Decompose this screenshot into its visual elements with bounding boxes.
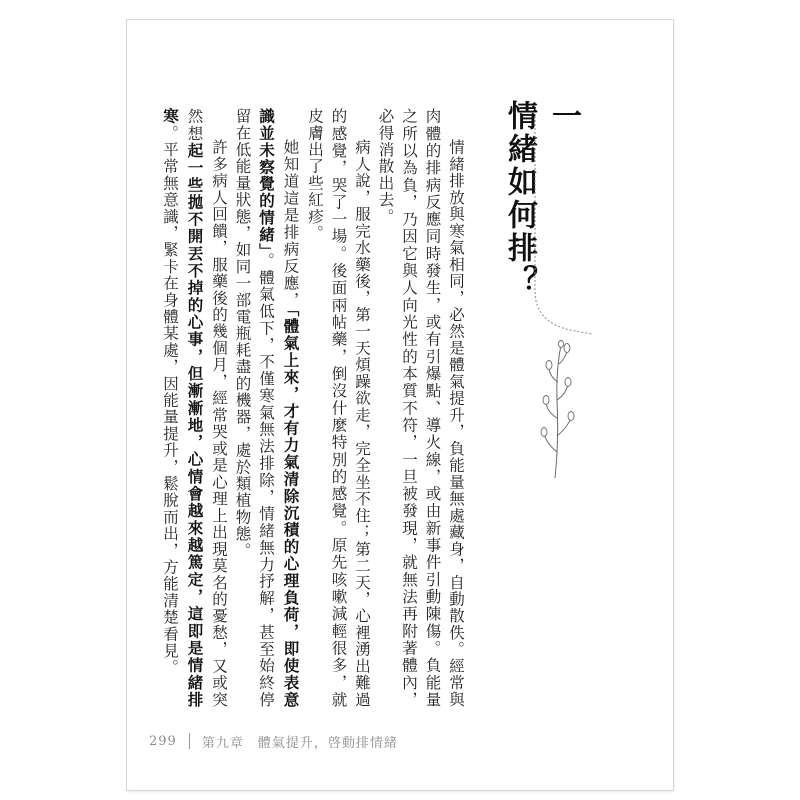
paragraph-3-tail: 。體氣低下，不僅寒氣無法排除，情緒無力抒解，甚至始終停留在低能量狀態，如同一部電瓶耗盡的機器，處於類植物態。 — [233, 108, 275, 708]
paragraph-4-lead: 許多病人回饋，服藥後的幾個月，經常哭或是心理上出現莫名的憂愁，又或突然想 — [185, 108, 228, 708]
section-title: 情緒如何排？ — [502, 100, 537, 298]
page-footer — [149, 731, 398, 751]
book-page — [127, 20, 673, 790]
heading-bracket — [532, 116, 594, 341]
section-number: 一 — [546, 100, 581, 133]
paragraph-4 — [158, 108, 231, 708]
page-number: 299 — [149, 733, 177, 749]
paragraph-3-lead: 她知道這是排病反應， — [281, 139, 300, 309]
chapter-title: 第九章 體氣提升，啓動排情緒 — [201, 735, 398, 751]
paragraph-3-emphasis: 「體氣上來，才有力氣清除沉積的心理負荷，即使表意識並未察覺的情緒」 — [257, 108, 301, 708]
paragraph-1: 情緒排放與寒氣相同，必然是體氣提升，負能量無處藏身，自動散佚。經常與肉體的排病反應同時發生，或有引爆點、導火線，或由新事件引動陳傷。負能量之所以為負，乃因它與人向光性的本質不符，一旦被發現，就無法再附著體內，必得消散出去。 — [376, 108, 465, 708]
sprig-icon — [535, 340, 579, 480]
paragraph-4-emphasis: 起一些拋不開丟不掉的心事，但漸漸地，心情會越來越篤定，這即是情緒排寒 — [161, 108, 205, 708]
paragraph-2: 病人說，服完水藥後，第一天煩躁欲走，完全坐不住；第二天，心裡湧出難過的感覺，哭了一場。後面兩帖藥，倒沒什麼特別的感覺。原先咳嗽減輕很多，就皮膚出了些紅疹。 — [306, 108, 371, 708]
paragraph-4-tail: 。平常無意識，緊卡在身體某處，因能量提升，鬆脫而出，方能清楚看見。 — [161, 124, 179, 676]
body-text — [161, 108, 467, 708]
paragraph-3 — [230, 108, 303, 708]
footer-divider — [189, 733, 190, 749]
